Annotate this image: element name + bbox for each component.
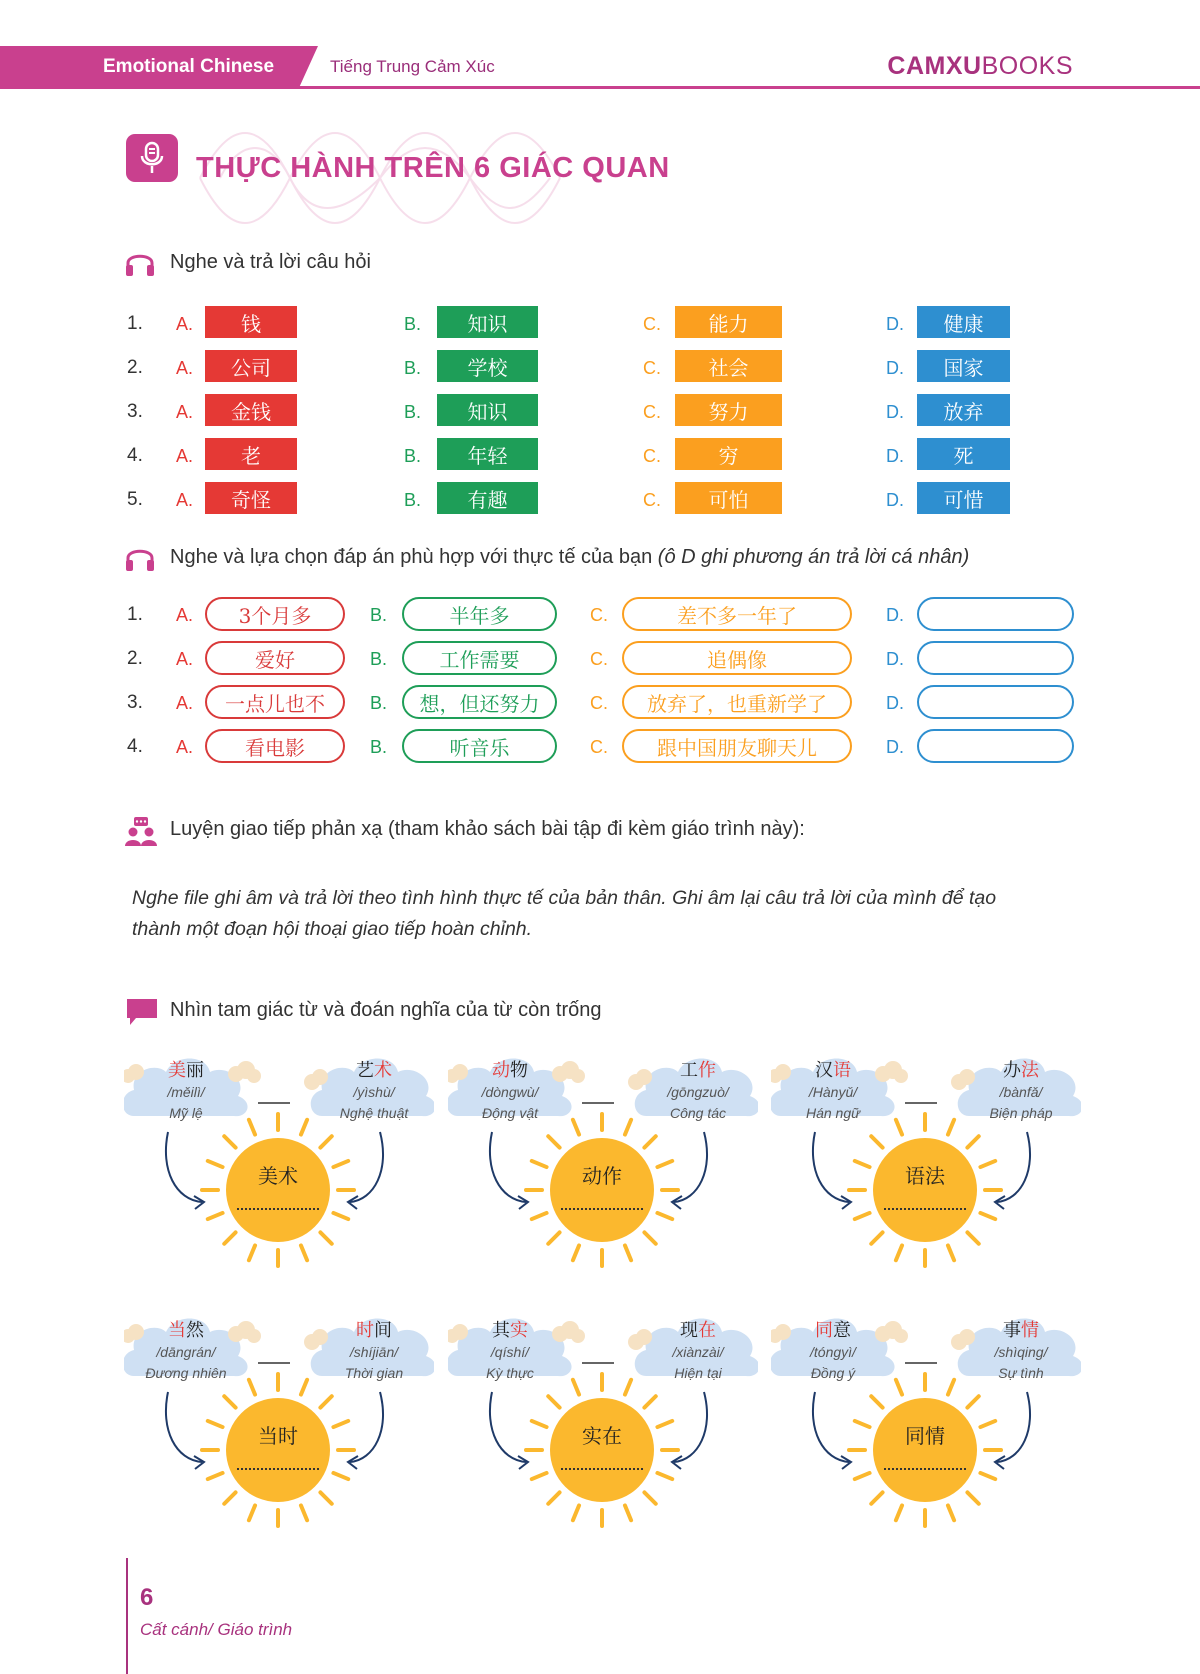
question-number: 3. [127,401,143,422]
curved-arrow-icon [813,1392,849,1462]
people-chat-icon [124,815,158,847]
cloud-word-left: 其实 /qíshí/ Kỳ thực [486,1320,534,1381]
word-triangle [124,1050,434,1280]
answer-blank[interactable] [884,1468,966,1470]
question-number: 5. [127,489,143,510]
sun-icon [202,1114,354,1266]
option-letter: A. [176,693,194,713]
header-divider [0,86,1200,89]
answer-option[interactable]: 金钱 [205,394,297,426]
answer-option[interactable]: 3个月多 [205,597,345,631]
option-letter: A. [176,402,194,422]
headphones-icon [124,543,156,573]
cloud-word-left: 汉语 /Hànyǔ/ Hán ngữ [805,1060,861,1121]
option-letter: D. [886,402,904,422]
option-letter: C. [590,737,608,757]
ex1-row [0,394,1200,428]
cloud-word-left: 美丽 /měilì/ Mỹ lệ [167,1060,205,1121]
option-letter: C. [590,649,608,669]
option-letter: A. [176,737,194,757]
answer-blank[interactable] [237,1468,319,1470]
option-letter: D. [886,605,904,625]
logo-bold: CAMXU [887,52,982,80]
cloud-word-left: 同意 /tóngyì/ Đồng ý [810,1320,856,1381]
answer-option[interactable]: 努力 [675,394,782,426]
sun-word: 同情 [905,1424,945,1448]
option-letter: C. [590,693,608,713]
speech-bubble-icon [124,996,160,1028]
option-letter: A. [176,314,194,334]
option-letter: A. [176,358,194,378]
option-letter: B. [370,737,388,757]
option-letter: B. [370,693,388,713]
header-brand: Emotional Chinese [103,56,275,77]
sun-word: 动作 [582,1164,622,1188]
option-letter: A. [176,649,194,669]
curved-arrow-icon [166,1392,202,1462]
option-letter: D. [886,314,904,334]
option-letter: C. [643,402,661,422]
option-letter: A. [176,490,194,510]
curved-arrow-icon [490,1392,526,1462]
option-letter: B. [404,402,422,422]
ex1-row [0,482,1200,516]
word-triangle [124,1310,434,1540]
page-number: 6 [140,1584,154,1611]
ex2-row [0,729,1200,763]
option-letter: C. [643,446,661,466]
cloud-word-left: 动物 /dòngwù/ Động vật [481,1060,539,1121]
word-triangle [448,1050,758,1280]
answer-option[interactable]: 听音乐 [402,729,557,763]
answer-option[interactable]: 工作需要 [402,641,557,675]
option-letter: B. [370,649,388,669]
microphone-icon [126,134,178,182]
sun-word: 当时 [258,1424,298,1448]
personal-answer-field[interactable] [917,729,1074,763]
answer-option[interactable]: 爱好 [205,641,345,675]
personal-answer-field[interactable] [917,597,1074,631]
ex1-row [0,438,1200,472]
word-triangle [771,1050,1081,1280]
answer-option[interactable]: 老 [205,438,297,470]
sun-word: 语法 [905,1164,945,1188]
sun-icon [849,1114,1001,1266]
question-number: 2. [127,357,143,378]
sun-icon [526,1114,678,1266]
option-letter: C. [590,605,608,625]
cloud-word-right: 艺术 /yìshù/ Nghệ thuật [339,1060,409,1121]
cloud-word-right: 事情 /shìqing/ Sự tình [994,1320,1048,1381]
option-letter: A. [176,446,194,466]
option-letter: B. [370,605,388,625]
sun-icon [526,1374,678,1526]
answer-option[interactable]: 一点儿也不 [205,685,345,719]
answer-option[interactable]: 放弃了，也重新学了 [622,685,852,719]
exercise3-instructions: Nghe file ghi âm và trả lời theo tình hình thực tế của bản thân. Ghi âm lại câu trả lời của mình để tạo thành một đoạn hội thoại giao tiếp hoàn chỉnh. [132,887,997,940]
cloud-word-right: 现在 /xiànzài/ Hiện tại [672,1320,724,1381]
option-letter: D. [886,693,904,713]
section-title: THỰC HÀNH TRÊN 6 GIÁC QUAN [196,152,670,184]
personal-answer-field[interactable] [917,685,1074,719]
curved-arrow-icon [166,1132,202,1202]
sun-word: 实在 [582,1424,622,1448]
ex1-row [0,350,1200,384]
answer-option[interactable]: 半年多 [402,597,557,631]
answer-option[interactable]: 可怕 [675,482,782,514]
answer-option[interactable]: 能力 [675,306,782,338]
answer-option[interactable]: 死 [917,438,1010,470]
answer-blank[interactable] [237,1208,319,1210]
header-subtitle: Tiếng Trung Cảm Xúc [330,57,495,76]
question-number: 1. [127,313,143,334]
answer-blank[interactable] [561,1468,643,1470]
option-letter: D. [886,737,904,757]
option-letter: B. [404,446,422,466]
footer-text: Cất cánh/ Giáo trình [140,1620,293,1639]
curved-arrow-icon [490,1132,526,1202]
answer-option[interactable]: 追偶像 [622,641,852,675]
answer-option[interactable]: 放弃 [917,394,1010,426]
headphones-icon [124,248,156,278]
answer-option[interactable]: 知识 [437,306,538,338]
ex2-row [0,641,1200,675]
answer-blank[interactable] [884,1208,966,1210]
question-number: 1. [127,604,143,625]
answer-option[interactable]: 社会 [675,350,782,382]
answer-option[interactable]: 知识 [437,394,538,426]
answer-option[interactable]: 差不多一年了 [622,597,852,631]
curved-arrow-icon [813,1132,849,1202]
word-triangle [448,1310,758,1540]
answer-option[interactable]: 年轻 [437,438,538,470]
option-letter: D. [886,490,904,510]
answer-option[interactable]: 公司 [205,350,297,382]
answer-option[interactable]: 跟中国朋友聊天儿 [622,729,852,763]
publisher-logo [887,52,1073,81]
cloud-word-right: 办法 /bànfǎ/ Biện pháp [989,1060,1053,1121]
answer-option[interactable]: 想，但还努力 [402,685,557,719]
cloud-word-right: 时间 /shíjiān/ Thời gian [344,1320,404,1381]
ex2-row [0,685,1200,719]
cloud-word-right: 工作 /gōngzuò/ Công tác [667,1060,729,1121]
answer-option[interactable]: 奇怪 [205,482,297,514]
word-triangle [771,1310,1081,1540]
answer-option[interactable]: 有趣 [437,482,538,514]
option-letter: C. [643,314,661,334]
answer-option[interactable]: 健康 [917,306,1010,338]
option-letter: D. [886,358,904,378]
question-number: 2. [127,648,143,669]
ex1-row [0,306,1200,340]
footer-bar [126,1558,128,1674]
option-letter: D. [886,649,904,669]
sun-word: 美术 [258,1164,298,1188]
sun-icon [202,1374,354,1526]
option-letter: A. [176,605,194,625]
option-letter: B. [404,490,422,510]
question-number: 4. [127,736,143,757]
personal-answer-field[interactable] [917,641,1074,675]
question-number: 3. [127,692,143,713]
answer-option[interactable]: 钱 [205,306,297,338]
question-number: 4. [127,445,143,466]
option-letter: B. [404,358,422,378]
cloud-word-left: 当然 /dāngrán/ Đương nhiên [145,1320,227,1381]
answer-option[interactable]: 国家 [917,350,1010,382]
ex2-row [0,597,1200,631]
sun-icon [849,1374,1001,1526]
answer-option[interactable]: 学校 [437,350,538,382]
answer-blank[interactable] [561,1208,643,1210]
answer-option[interactable]: 穷 [675,438,782,470]
logo-regular: BOOKS [981,52,1073,80]
answer-option[interactable]: 可惜 [917,482,1010,514]
option-letter: C. [643,490,661,510]
answer-option[interactable]: 看电影 [205,729,345,763]
option-letter: B. [404,314,422,334]
option-letter: D. [886,446,904,466]
option-letter: C. [643,358,661,378]
